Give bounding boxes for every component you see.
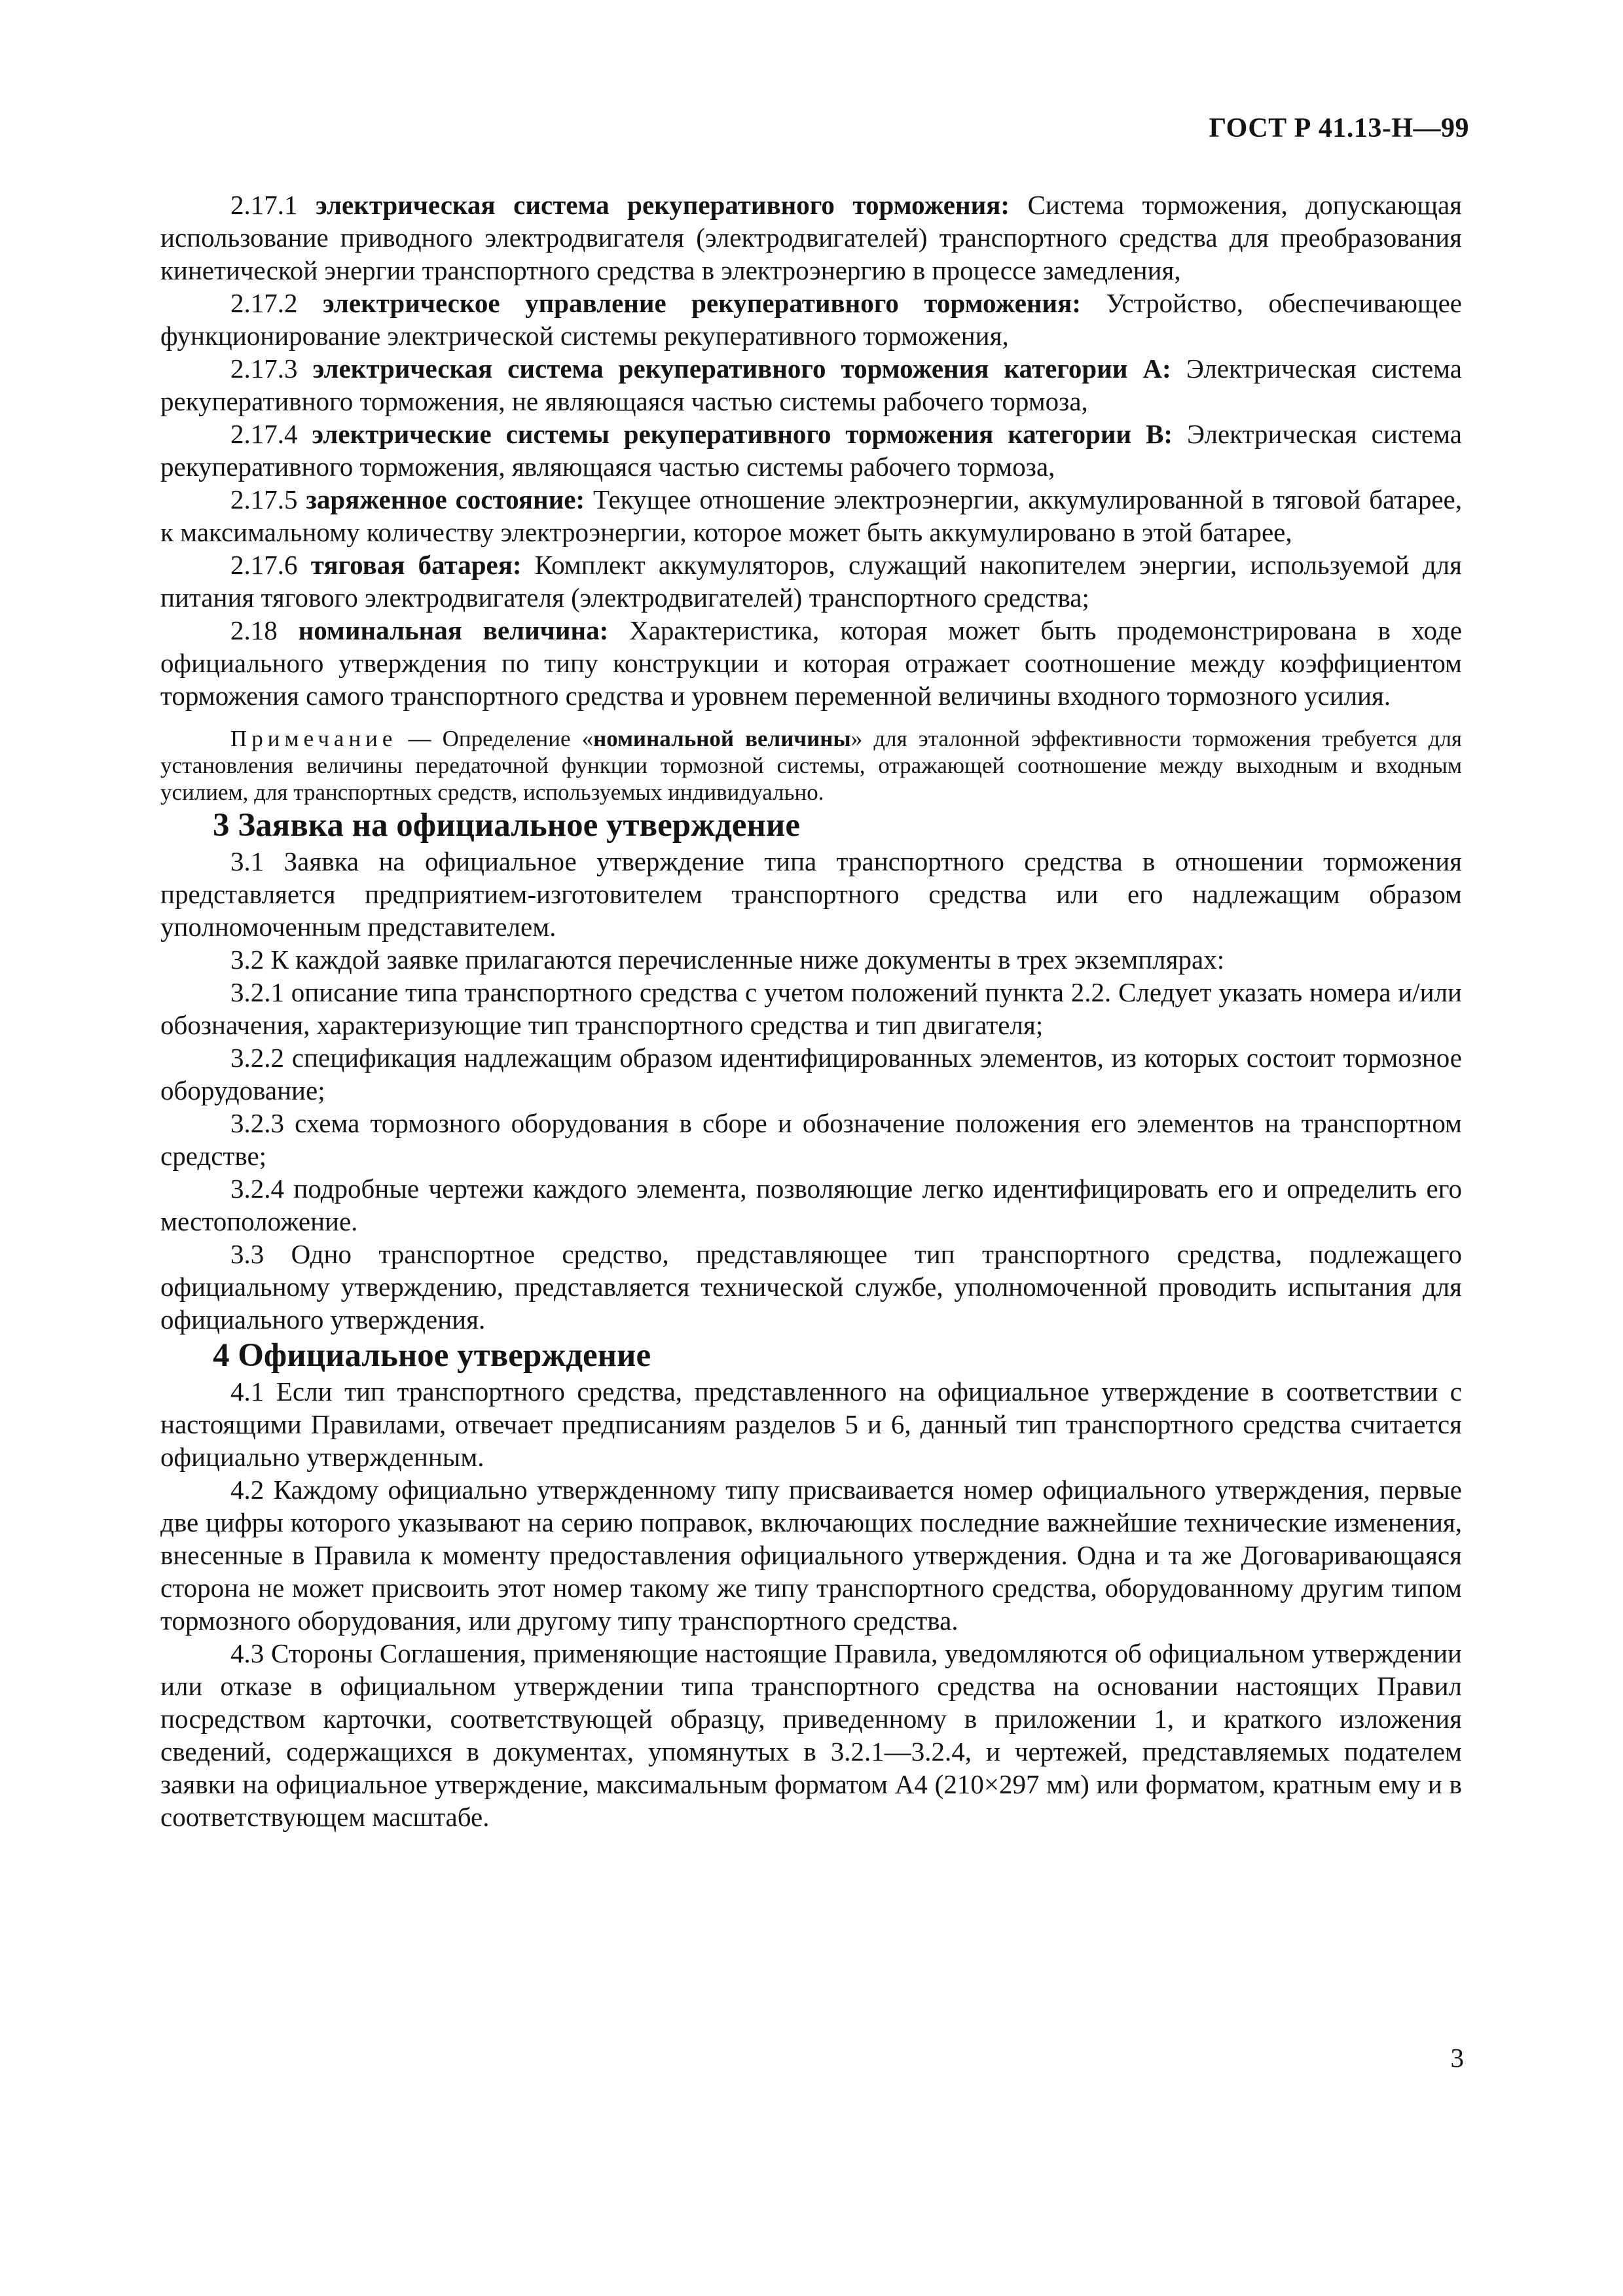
definition-paragraph: [160, 188, 1462, 287]
definition-text: Электрическая система рекуперативного торможения, являющаяся частью системы рабочего тормоза,: [160, 419, 1462, 482]
clause-number: 2.17.1: [230, 190, 298, 220]
clause-number: 2.17.4: [230, 419, 298, 449]
definition-term: электрические системы рекуперативного торможения категории В:: [312, 419, 1173, 449]
section-3-heading: 3 Заявка на официальное утверждение: [213, 807, 800, 844]
definition-text: Система торможения, допускающая использование приводного электродвигателя (электродвигателей) транспортного средства для преобразования кинетической энергии транспортного средства в электроэнергию в процессе замедления,: [160, 190, 1463, 285]
document-body: [160, 188, 1462, 1833]
section-3-paragraph: 3.3 Одно транспортное средство, представляющее тип транспортного средства, подлежащего официальному утверждению, представляется технической службе, уполномоченной проводить испытания для официального утверждения.: [160, 1239, 1462, 1335]
definition-text: Характеристика, которая может быть продемонстрирована в ходе официального утверждения по типу конструкции и которая отражает соотношение между коэффициентом торможения самого транспортного средства и уровнем переменной величины входного тормозного усилия.: [160, 615, 1463, 711]
clause-number: 2.17.3: [230, 353, 298, 384]
definition-paragraph: [160, 287, 1462, 352]
section-3-paragraph: 3.1 Заявка на официальное утверждение типа транспортного средства в отношении торможения представляется предприятием-изготовителем транспортного средства или его надлежащим образом уполномоченным представителем.: [160, 846, 1462, 942]
definition-paragraph: [160, 548, 1462, 614]
document-code-header: ГОСТ Р 41.13-Н—99: [1209, 113, 1469, 143]
section-3-paragraph: 3.2 К каждой заявке прилагаются перечисленные ниже документы в трех экземплярах:: [230, 944, 1225, 975]
clause-number: 2.17.2: [230, 288, 298, 318]
section-4-heading: 4 Официальное утверждение: [213, 1337, 651, 1374]
section-3-paragraph: 3.2.3 схема тормозного оборудования в сборе и обозначение положения его элементов на транспортном средстве;: [160, 1108, 1462, 1171]
page-number: 3: [1450, 2043, 1464, 2073]
note-paragraph: [160, 725, 1462, 806]
clause-number: 2.18: [230, 615, 278, 645]
definition-term: электрическая система рекуперативного торможения:: [316, 190, 1010, 220]
section-4-paragraph: 4.3 Стороны Соглашения, применяющие настоящие Правила, уведомляются об официальном утверждении или отказе в официальном утверждении типа транспортного средства на основании настоящих Правил посредством карточки, соответствующей образцу, приведенному в приложении 1, и краткого изложения сведений, содержащихся в документах, упомянутых в 3.2.1—3.2.4, и чертежей, представляемых подателем заявки на официальное утверждение, максимальным форматом А4 (210×297 мм) или форматом, кратным ему и в соответствующем масштабе.: [160, 1638, 1462, 1832]
section-4-paragraph: 4.1 Если тип транспортного средства, представленного на официальное утверждение в соответствии с настоящими Правилами, отвечает предписаниям разделов 5 и 6, данный тип транспортного средства считается официально утвержденным.: [160, 1376, 1462, 1472]
definition-term: электрическое управление рекуперативного торможения:: [322, 288, 1081, 318]
definition-term: заряженное состояние:: [306, 484, 585, 514]
definition-text: Устройство, обеспечивающее функционирование электрической системы рекуперативного торможения,: [160, 288, 1462, 351]
definition-paragraph: [160, 614, 1462, 712]
definition-paragraph: [160, 483, 1462, 548]
definition-paragraph: [160, 352, 1462, 418]
definition-paragraph: [160, 418, 1462, 483]
note-label: Примечание: [230, 726, 397, 751]
definition-term: электрическая система рекуперативного торможения категории А:: [312, 353, 1171, 384]
definition-text: Текущее отношение электроэнергии, аккумулированной в тяговой батарее, к максимальному количеству электроэнергии, которое может быть аккумулировано в этой батарее,: [160, 484, 1463, 547]
section-3-paragraph: 3.2.2 спецификация надлежащим образом идентифицированных элементов, из которых состоит тормозное оборудование;: [160, 1043, 1462, 1105]
section-3-paragraph: 3.2.1 описание типа транспортного средства с учетом положений пункта 2.2. Следует указать номера и/или обозначения, характеризующие тип транспортного средства и тип двигателя;: [160, 977, 1462, 1040]
clause-number: 2.17.5: [230, 484, 298, 514]
definition-text: Комплект аккумуляторов, служащий накопителем энергии, используемой для питания тягового электродвигателя (электродвигателей) транспортного средства;: [160, 550, 1463, 613]
definition-text: Электрическая система рекуперативного торможения, не являющаяся частью системы рабочего тормоза,: [160, 353, 1463, 416]
definition-term: тяговая батарея:: [310, 550, 522, 580]
section-3-paragraph: 3.2.4 подробные чертежи каждого элемента, позволяющие легко идентифицировать его и определить его местоположение.: [160, 1174, 1462, 1236]
note-text: » для эталонной эффективности торможения требуется для установления величины передаточной функции тормозной системы, отражающей соотношение между выходным и входным усилием, для транспортных средств, используемых индивидуально.: [160, 726, 1463, 805]
section-4-paragraph: 4.2 Каждому официально утвержденному типу присваивается номер официального утверждения, первые две цифры которого указывают на серию поправок, включающих последние важнейшие технические изменения, внесенные в Правила к моменту предоставления официального утверждения. Одна и та же Договаривающаяся сторона не может присвоить этот номер такому же типу транспортного средства, оборудованному другим типом тормозного оборудования, или другому типу транспортного средства.: [160, 1475, 1462, 1636]
note-term: номинальной величины: [593, 726, 851, 751]
clause-number: 2.17.6: [230, 550, 298, 580]
note-dash: — Определение «: [397, 726, 594, 751]
definition-term: номинальная величина:: [298, 615, 609, 645]
